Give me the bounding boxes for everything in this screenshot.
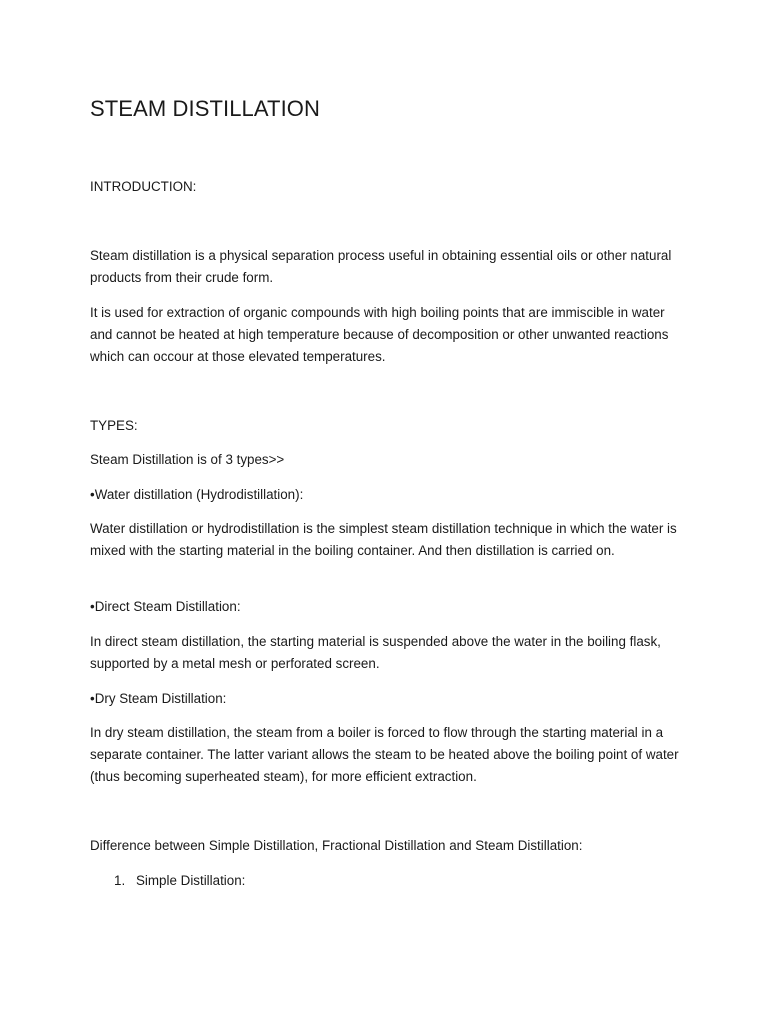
type-description-dry: In dry steam distillation, the steam from a boiler is forced to flow through the starting material in a separate container. The latter variant allows the steam to be heated above the boiling point of water (thus becoming superheated steam), for more efficient extraction. bbox=[90, 725, 679, 784]
type-heading-dry: •Dry Steam Distillation: bbox=[90, 691, 227, 706]
type-description-water: Water distillation or hydrodistillation is the simplest steam distillation technique in which the water is mixed with the starting material in the boiling container. And then distillation is carried on. bbox=[90, 521, 677, 558]
intro-paragraph-1: Steam distillation is a physical separation process useful in obtaining essential oils or other natural products from their crude form. bbox=[90, 248, 672, 285]
list-item-number: 1. bbox=[114, 873, 126, 888]
list-item bbox=[114, 870, 245, 892]
types-heading: TYPES: bbox=[90, 418, 138, 433]
type-heading-water: •Water distillation (Hydrodistillation): bbox=[90, 487, 304, 502]
difference-heading: Difference between Simple Distillation, Fractional Distillation and Steam Distillation: bbox=[90, 838, 583, 853]
introduction-heading: INTRODUCTION: bbox=[90, 179, 197, 194]
page-title: STEAM DISTILLATION bbox=[90, 96, 320, 121]
type-description-direct: In direct steam distillation, the starting material is suspended above the water in the boiling flask, supported by a metal mesh or perforated screen. bbox=[90, 634, 661, 671]
list-item-label: Simple Distillation: bbox=[136, 873, 246, 888]
type-heading-direct: •Direct Steam Distillation: bbox=[90, 599, 241, 614]
types-intro: Steam Distillation is of 3 types>> bbox=[90, 452, 285, 467]
intro-paragraph-2: It is used for extraction of organic compounds with high boiling points that are immiscible in water and cannot be heated at high temperature because of decomposition or other unwanted reactions which can occour at those elevated temperatures. bbox=[90, 305, 669, 364]
